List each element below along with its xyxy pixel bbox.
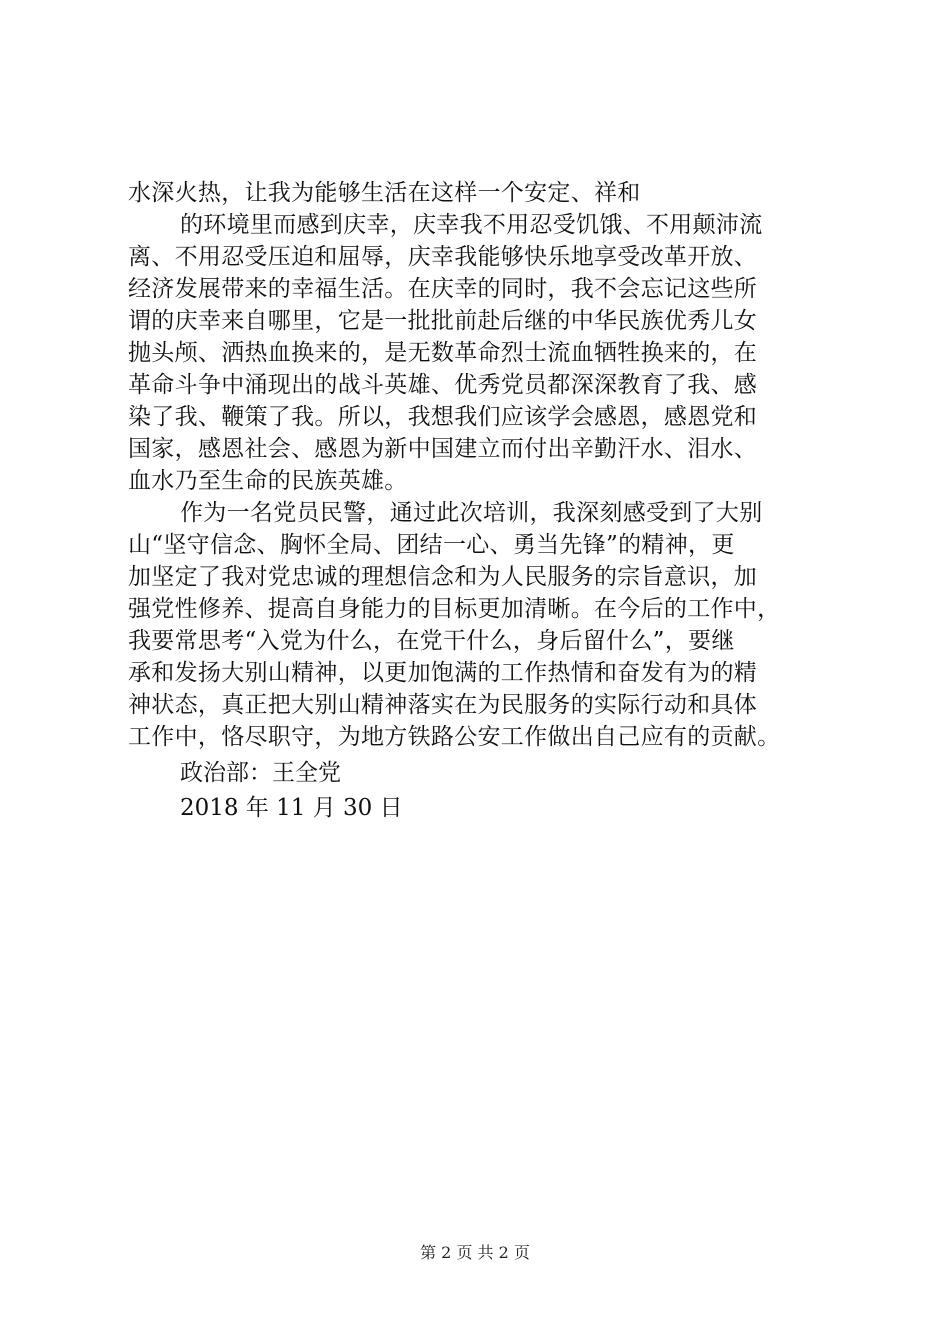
text-line: 革命斗争中涌现出的战斗英雄、优秀党员都深深教育了我、感 xyxy=(128,372,758,398)
text-line: 水深火热，让我为能够生活在这样一个安定、祥和 xyxy=(128,180,641,206)
signature-block xyxy=(180,756,403,826)
signature-date: 2018 年 11 月 30 日 xyxy=(180,795,403,821)
text-line: 加坚定了我对党忠诚的理想信念和为人民服务的宗旨意识，加 xyxy=(128,564,758,590)
signature-author: 政治部：王全党 xyxy=(180,760,341,786)
text-line: 作为一名党员民警，通过此次培训，我深刻感受到了大别 xyxy=(180,500,763,526)
text-line: 谓的庆幸来自哪里，它是一批批前赴后继的中华民族优秀儿女 xyxy=(128,308,758,334)
text-line: 承和发扬大别山精神，以更加饱满的工作热情和奋发有为的精 xyxy=(128,660,758,686)
body-text xyxy=(128,177,848,753)
text-line: 国家，感恩社会、感恩为新中国建立而付出辛勤汗水、泪水、 xyxy=(128,436,758,462)
text-line: 的环境里而感到庆幸，庆幸我不用忍受饥饿、不用颠沛流 xyxy=(180,212,763,238)
text-line: 抛头颅、洒热血换来的，是无数革命烈士流血牺牲换来的，在 xyxy=(128,340,758,366)
text-line: 我要常思考“入党为什么，在党干什么，身后留什么”，要继 xyxy=(128,628,735,654)
text-line: 山“坚守信念、胸怀全局、团结一心、勇当先锋”的精神，更 xyxy=(128,532,735,558)
text-line: 离、不用忍受压迫和屈辱，庆幸我能够快乐地享受改革开放、 xyxy=(128,244,758,270)
page-number: 第 2 页 共 2 页 xyxy=(420,1243,530,1262)
text-line: 染了我、鞭策了我。所以，我想我们应该学会感恩，感恩党和 xyxy=(128,404,758,430)
page-footer xyxy=(0,1243,950,1263)
text-line: 神状态，真正把大别山精神落实在为民服务的实际行动和具体 xyxy=(128,692,758,718)
text-line: 工作中，恪尽职守，为地方铁路公安工作做出自己应有的贡献。 xyxy=(128,724,781,750)
text-line: 经济发展带来的幸福生活。在庆幸的同时，我不会忘记这些所 xyxy=(128,276,758,302)
text-line: 血水乃至生命的民族英雄。 xyxy=(128,468,408,494)
text-line: 强党性修养、提高自身能力的目标更加清晰。在今后的工作中， xyxy=(128,596,781,622)
